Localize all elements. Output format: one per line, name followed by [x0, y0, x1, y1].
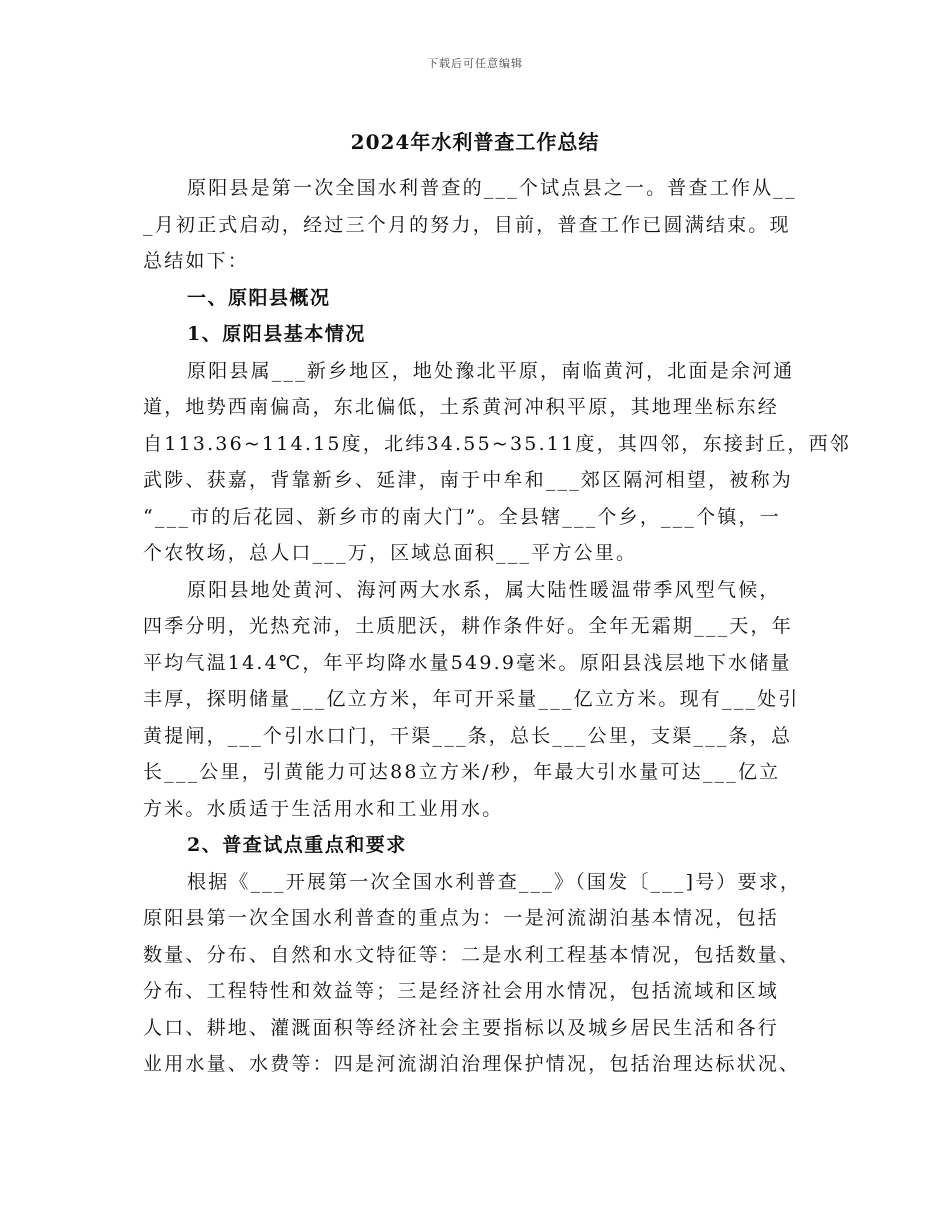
paragraph-line: 方米。水质适于生活用水和工业用水。	[143, 798, 504, 820]
download-note: 下载后可任意编辑	[427, 57, 523, 70]
paragraph-line: 丰厚，探明储量___亿立方米，年可开采量___亿立方米。现有___处引	[143, 688, 800, 710]
paragraph-line: 平均气温14.4℃，年平均降水量549.9毫米。原阳县浅层地下水储量	[143, 652, 792, 674]
paragraph-line: 黄提闸，___个引水口门，干渠___条，总长___公里，支渠___条，总	[143, 725, 793, 747]
paragraph-line: “___市的后花园、新乡市的南大门”。全县辖___个乡，___个镇，一	[143, 506, 781, 528]
subsection-heading: 2、普查试点重点和要求	[187, 834, 407, 856]
paragraph-line: 武陟、获嘉，背靠新乡、延津，南于中牟和___郊区隔河相望，被称为	[143, 469, 793, 491]
paragraph-line: 原阳县地处黄河、海河两大水系，属大陆性暖温带季风型气候，	[187, 579, 781, 601]
paragraph-line: 原阳县第一次全国水利普查的重点为：一是河流湖泊基本情况，包括	[143, 907, 780, 929]
section-heading: 一、原阳县概况	[187, 287, 331, 309]
paragraph-line: 原阳县是第一次全国水利普查的___个试点县之一。普查工作从__	[187, 177, 797, 199]
document-title: 2024年水利普查工作总结	[350, 130, 600, 154]
paragraph-line: _月初正式启动，经过三个月的努力，目前，普查工作已圆满结束。现	[143, 214, 791, 236]
paragraph-line: 四季分明，光热充沛，土质肥沃，耕作条件好。全年无霜期___天，年	[143, 615, 793, 637]
paragraph-line: 道，地势西南偏高，东北偏低，土系黄河冲积平原，其地理坐标东经	[143, 396, 780, 418]
paragraph-line: 业用水量、水费等：四是河流湖泊治理保护情况，包括治理达标状况、	[143, 1053, 801, 1075]
paragraph-line: 总结如下：	[143, 250, 250, 272]
paragraph-line: 人口、耕地、灌溉面积等经济社会主要指标以及城乡居民生活和各行	[143, 1017, 780, 1039]
subsection-heading: 1、原阳县基本情况	[187, 323, 366, 345]
paragraph-line: 自113.36~114.15度，北纬34.55~35.11度，其四邻，东接封丘，西邻	[143, 433, 851, 455]
paragraph-line: 分布、工程特性和效益等；三是经济社会用水情况，包括流域和区域	[143, 980, 780, 1002]
paragraph-line: 根据《___开展第一次全国水利普查___》（国发〔___]号）要求，	[187, 871, 802, 893]
paragraph-line: 长___公里，引黄能力可达88立方米/秒，年最大引水量可达___亿立	[143, 761, 781, 783]
paragraph-line: 数量、分布、自然和水文特征等：二是水利工程基本情况，包括数量、	[143, 944, 801, 966]
paragraph-line: 个农牧场，总人口___万，区域总面积___平方公里。	[143, 542, 638, 564]
paragraph-line: 原阳县属___新乡地区，地处豫北平原，南临黄河，北面是余河通	[187, 360, 795, 382]
